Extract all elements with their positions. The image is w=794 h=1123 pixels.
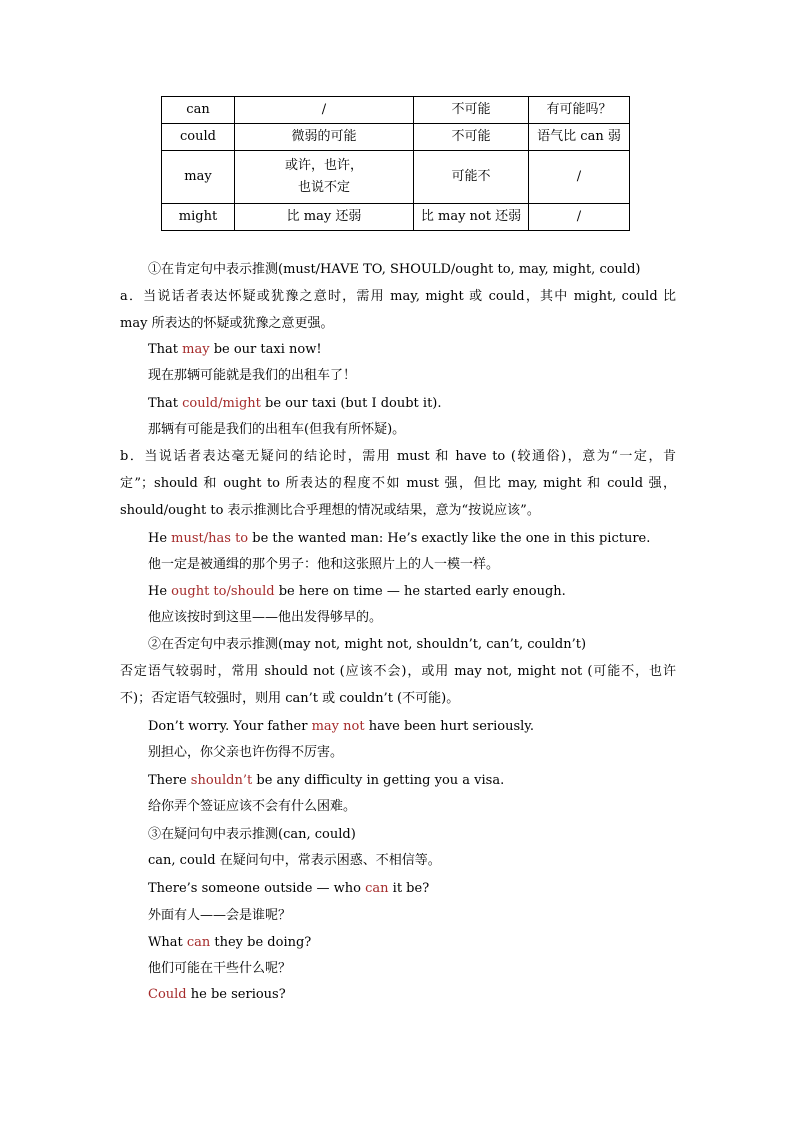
text-segment: What [148, 935, 187, 950]
highlighted-modal: may not [311, 719, 365, 734]
text-segment: it be? [388, 881, 430, 896]
text-line [148, 718, 534, 736]
table-cell: 不可能 [414, 124, 529, 151]
text-segment: may 所表达的怀疑或犹豫之意更强。 [120, 316, 334, 331]
table-cell: might [162, 204, 235, 231]
table-row [162, 151, 630, 204]
table-cell: can [162, 97, 235, 124]
text-segment: He [148, 531, 172, 546]
table-cell: / [529, 151, 630, 204]
text-line [148, 421, 405, 439]
table-cell: 比 may 还弱 [235, 204, 414, 231]
text-segment: be the wanted man: He’s exactly like the one in this picture. [248, 531, 651, 546]
text-line [148, 960, 291, 978]
text-line [148, 530, 650, 548]
text-segment: a．当说话者表达怀疑或犹豫之意时，需用 may, might 或 could，其中 might, could 比 [120, 289, 676, 304]
text-segment: they be doing? [210, 935, 312, 950]
highlighted-modal: Could [148, 987, 187, 1002]
text-line [148, 395, 442, 413]
highlighted-modal: could/might [182, 396, 261, 411]
highlighted-modal: must/has to [171, 531, 249, 546]
text-segment: That [148, 342, 183, 357]
text-line [120, 448, 676, 466]
table-cell [235, 151, 414, 204]
text-segment: There [148, 773, 191, 788]
text-line [148, 907, 291, 925]
highlighted-modal: can [186, 935, 211, 950]
text-segment: he be serious? [186, 987, 286, 1002]
text-segment: 别担心，你父亲也许伤得不厉害。 [148, 745, 344, 760]
table-cell: may [162, 151, 235, 204]
text-line [120, 663, 676, 681]
text-line [148, 852, 441, 870]
text-segment: He [148, 584, 172, 599]
text-segment: There’s someone outside — who [148, 881, 366, 896]
table-cell: 可能不 [414, 151, 529, 204]
text-line [148, 556, 499, 574]
text-segment: Don’t worry. Your father [148, 719, 312, 734]
text-line [148, 934, 311, 952]
text-segment: be here on time — he started early enough. [274, 584, 566, 599]
text-line [148, 609, 382, 627]
table-row [162, 204, 630, 231]
text-line [120, 315, 334, 333]
text-line [120, 288, 676, 306]
text-segment: 他一定是被通缉的那个男子：他和这张照片上的人一模一样。 [148, 557, 500, 572]
text-segment: 那辆有可能是我们的出租车(但我有所怀疑)。 [148, 422, 406, 437]
cell-line: 或许，也许， [284, 158, 363, 173]
text-segment: ②在否定句中表示推测(may not, might not, shouldn’t, can’t, couldn’t) [148, 637, 587, 652]
cell-line: 也说不定 [297, 180, 350, 195]
text-line [148, 772, 504, 790]
text-line [120, 690, 459, 708]
text-segment: 现在那辆可能就是我们的出租车了！ [148, 368, 357, 383]
text-segment: be our taxi (but I doubt it). [260, 396, 442, 411]
highlighted-modal: shouldn’t [190, 773, 253, 788]
text-line [148, 341, 322, 359]
text-segment: That [148, 396, 183, 411]
highlighted-modal: ought to/should [171, 584, 275, 599]
text-segment: 外面有人——会是谁呢？ [148, 908, 292, 923]
text-segment: 否定语气较弱时，常用 should not (应该不会)，或用 may not, might not (可能不，也许 [120, 664, 676, 679]
text-segment: ①在肯定句中表示推测(must/HAVE TO, SHOULD/ought to, may, might, could) [148, 262, 641, 277]
table-cell: / [529, 204, 630, 231]
text-line [148, 798, 356, 816]
table-cell: 不可能 [414, 97, 529, 124]
text-segment: 不)；否定语气较强时，则用 can’t 或 couldn’t (不可能)。 [120, 691, 460, 706]
text-line [120, 502, 540, 520]
text-segment: 定”；should 和 ought to 所表达的程度不如 must 强，但比 may, might 和 could 强， [120, 476, 676, 491]
text-segment: can, could 在疑问句中，常表示困惑、不相信等。 [148, 853, 441, 868]
text-segment: ③在疑问句中表示推测(can, could) [148, 827, 356, 842]
table-cell: 微弱的可能 [235, 124, 414, 151]
table-cell: / [235, 97, 414, 124]
highlighted-modal: may [182, 342, 210, 357]
text-segment: should/ought to 表示推测比合乎理想的情况或结果，意为“按说应该”。 [120, 503, 540, 518]
table-row [162, 97, 630, 124]
table-cell: 语气比 can 弱 [529, 124, 630, 151]
text-segment: 他应该按时到这里——他出发得够早的。 [148, 610, 383, 625]
text-line [148, 744, 343, 762]
text-segment: 他们可能在干些什么呢？ [148, 961, 292, 976]
text-segment: be our taxi now! [209, 342, 322, 357]
text-segment: be any difficulty in getting you a visa. [252, 773, 505, 788]
text-segment: b．当说话者表达毫无疑问的结论时，需用 must 和 have to (较通俗)，意为“一定，肯 [120, 449, 676, 464]
text-line [148, 367, 356, 385]
table-cell: could [162, 124, 235, 151]
text-line [148, 986, 286, 1004]
text-line [120, 475, 676, 493]
modal-verbs-table [161, 96, 630, 231]
text-segment: 给你弄个签证应该不会有什么困难。 [148, 799, 357, 814]
text-segment: have been hurt seriously. [364, 719, 535, 734]
text-line [148, 826, 356, 844]
text-line [148, 261, 640, 279]
text-line [148, 880, 429, 898]
table-cell: 有可能吗？ [529, 97, 630, 124]
highlighted-modal: can [365, 881, 389, 896]
text-line [148, 583, 566, 601]
text-line [148, 636, 586, 654]
table-cell: 比 may not 还弱 [414, 204, 529, 231]
table-row [162, 124, 630, 151]
